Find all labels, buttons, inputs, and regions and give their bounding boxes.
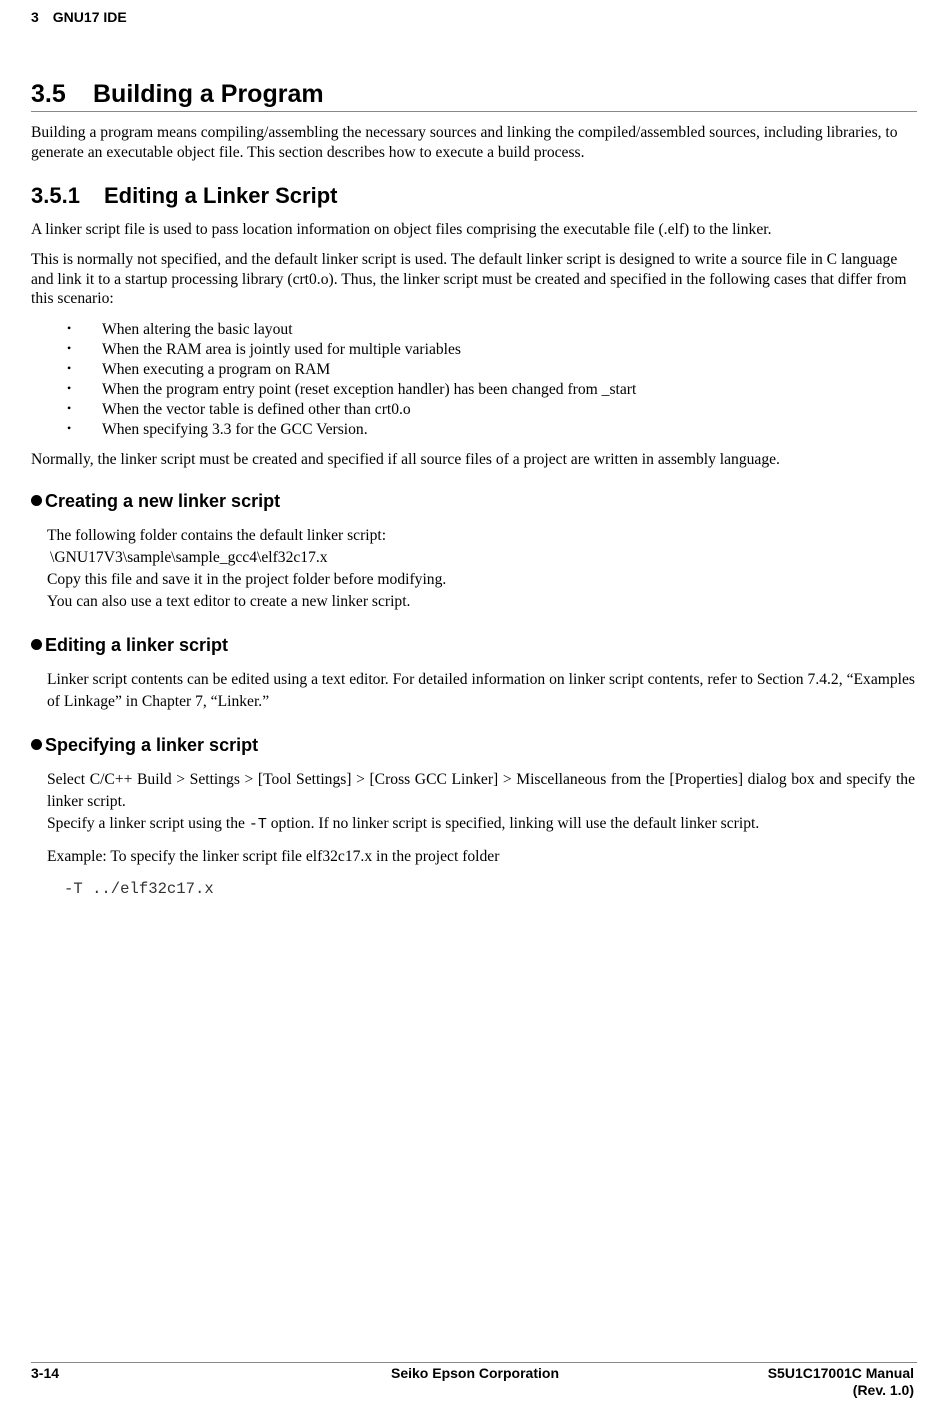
example-line: Example: To specify the linker script file elf32c17.x in the project folder [47,848,500,865]
footer-manual [768,1365,914,1399]
section-title: Building a Program [93,80,324,108]
bullet-disc-icon [31,495,42,506]
list-item: • When the program entry point (reset exception handler) has been changed from _start [62,380,636,400]
paragraph-linker-purpose: A linker script file is used to pass location information on object files comprising the executable file (.elf) to the linker. [31,221,772,238]
creating-line-editor: You can also use a text editor to create a new linker script. [47,593,411,610]
list-item: • When the RAM area is jointly used for multiple variables [62,340,636,360]
option-code: -T [248,816,267,833]
specifying-line-menu: Select C/C++ Build > Settings > [Tool Settings] > [Cross GCC Linker] > Miscellaneous from the [Properties] dialog box and specify the linker script. [47,771,915,810]
bullet-icon: • [67,401,72,415]
specifying-heading: Specifying a linker script [31,735,258,756]
chapter-number: 3 [31,9,39,25]
manual-title: S5U1C17001C Manual [767,1365,914,1381]
bullet-icon: • [67,361,72,375]
creating-body [47,525,915,613]
default-script-path: \GNU17V3\sample\sample_gcc4\elf32c17.x [50,549,328,566]
footer-divider [31,1362,917,1363]
paragraph-default-script: This is normally not specified, and the default linker script is used. The default linker script is designed to write a source file in C language and link it to a startup processing library (crt0.o). Thus, the linker script must be created and specified in the following cases that differ from this scenario: [31,251,907,307]
bullet-disc-icon [31,739,42,750]
bullet-disc-icon [31,639,42,650]
footer-company: Seiko Epson Corporation [390,1365,559,1381]
creating-line-copy: Copy this file and save it in the project folder before modifying. [47,571,447,588]
list-item: • When altering the basic layout [62,320,636,340]
manual-revision: (Rev. 1.0) [852,1382,914,1398]
page-number: 3-14 [31,1365,60,1381]
bullet-icon: • [67,341,72,355]
bullet-icon: • [67,421,72,435]
editing-heading: Editing a linker script [31,635,228,656]
subsection-number: 3.5.1 [31,183,80,208]
bullet-icon: • [67,321,72,335]
paragraph-assembly-note: Normally, the linker script must be created and specified if all source files of a project are written in assembly language. [31,451,780,468]
cases-list [62,320,636,440]
creating-heading: Creating a new linker script [31,491,280,512]
running-header [31,9,141,25]
specifying-line-option: Specify a linker script using the -T option. If no linker script is specified, linking will use the default linker script. [47,815,760,833]
subsection-heading [31,183,337,209]
intro-paragraph: Building a program means compiling/assembling the necessary sources and linking the compiled/assembled sources, including libraries, to generate an executable object file. This section describes how to execute a build process. [31,124,898,161]
subsection-title: Editing a Linker Script [104,183,338,208]
chapter-title: GNU17 IDE [52,9,127,25]
creating-line-folder: The following folder contains the default linker script: [47,527,387,544]
bullet-icon: • [67,381,72,395]
editing-body: Linker script contents can be edited using a text editor. For detailed information on linker script contents, refer to Section 7.4.2, “Examples of Linkage” in Chapter 7, “Linker.” [47,671,915,710]
section-heading [31,80,917,112]
section-number: 3.5 [31,80,66,108]
list-item: • When executing a program on RAM [62,360,636,380]
list-item: • When the vector table is defined other than crt0.o [62,400,636,420]
list-item: • When specifying 3.3 for the GCC Version. [62,420,636,440]
code-example: -T ../elf32c17.x [64,880,214,898]
specifying-body [47,769,915,836]
